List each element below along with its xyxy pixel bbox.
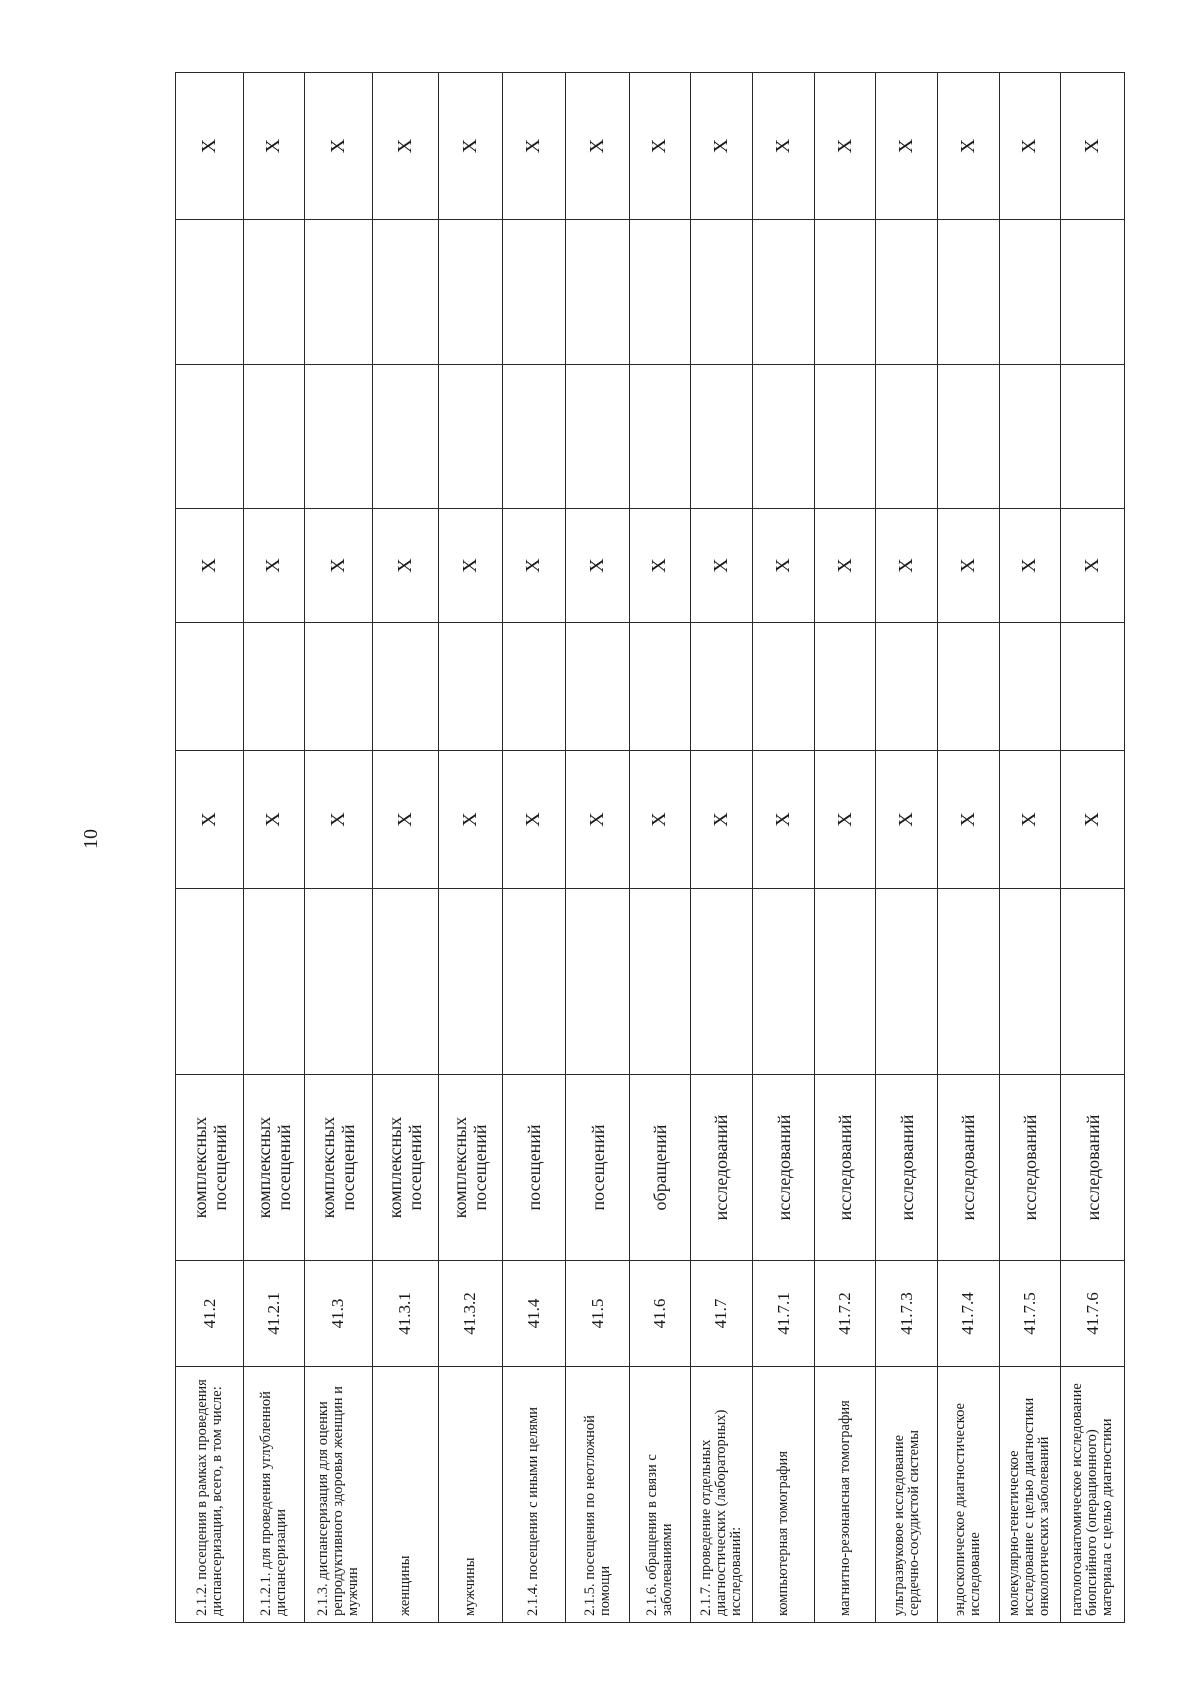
row-col8-cell bbox=[753, 365, 815, 509]
row-col4-cell bbox=[937, 889, 999, 1075]
row-col5-cell: X bbox=[876, 751, 938, 889]
row-col6-cell bbox=[876, 623, 938, 751]
row-code-cell: 41.6 bbox=[630, 1261, 690, 1367]
row-col8-cell bbox=[876, 365, 938, 509]
row-col5-cell: X bbox=[502, 751, 566, 889]
row-col7-cell: X bbox=[502, 509, 566, 623]
row-col8-cell bbox=[630, 365, 690, 509]
row-code-cell: 41.4 bbox=[502, 1261, 566, 1367]
row-col5-cell: X bbox=[372, 751, 438, 889]
row-unit-cell: обращений bbox=[630, 1075, 690, 1261]
row-col6-cell bbox=[630, 623, 690, 751]
row-col7-cell: X bbox=[630, 509, 690, 623]
row-col10-cell: X bbox=[1061, 73, 1125, 220]
row-col7-cell: X bbox=[814, 509, 876, 623]
row-col4-cell bbox=[502, 889, 566, 1075]
row-unit-cell: исследований bbox=[814, 1075, 876, 1261]
row-col6-cell bbox=[937, 623, 999, 751]
row-unit-cell: посещений bbox=[502, 1075, 566, 1261]
table-row bbox=[814, 73, 876, 1623]
row-code-cell: 41.3 bbox=[304, 1261, 372, 1367]
table-row bbox=[876, 73, 938, 1623]
row-col7-cell: X bbox=[690, 509, 753, 623]
row-unit-cell: комплексных посещений bbox=[438, 1075, 502, 1261]
row-col4-cell bbox=[630, 889, 690, 1075]
row-col8-cell bbox=[690, 365, 753, 509]
row-unit-cell: исследований bbox=[937, 1075, 999, 1261]
row-col10-cell: X bbox=[502, 73, 566, 220]
row-name-cell: женщины bbox=[372, 1367, 438, 1623]
row-col10-cell: X bbox=[937, 73, 999, 220]
table-row bbox=[690, 73, 753, 1623]
row-col9-cell bbox=[1061, 220, 1125, 365]
row-unit-cell: комплексных посещений bbox=[176, 1075, 244, 1261]
row-col8-cell bbox=[999, 365, 1061, 509]
row-unit-cell: исследований bbox=[753, 1075, 815, 1261]
row-col9-cell bbox=[753, 220, 815, 365]
row-col10-cell: X bbox=[438, 73, 502, 220]
row-col5-cell: X bbox=[244, 751, 304, 889]
row-col6-cell bbox=[372, 623, 438, 751]
row-col10-cell: X bbox=[690, 73, 753, 220]
row-col9-cell bbox=[244, 220, 304, 365]
row-col10-cell: X bbox=[372, 73, 438, 220]
table-row bbox=[753, 73, 815, 1623]
row-col8-cell bbox=[502, 365, 566, 509]
row-name-cell: 2.1.3. диспансеризация для оценки репродуктивного здоровья женщин и мужчин bbox=[304, 1367, 372, 1623]
rotated-table-frame bbox=[175, 73, 1125, 1623]
row-col8-cell bbox=[438, 365, 502, 509]
row-col5-cell: X bbox=[999, 751, 1061, 889]
row-col10-cell: X bbox=[753, 73, 815, 220]
row-code-cell: 41.2 bbox=[176, 1261, 244, 1367]
table-row bbox=[999, 73, 1061, 1623]
row-col10-cell: X bbox=[566, 73, 630, 220]
row-col4-cell bbox=[876, 889, 938, 1075]
row-name-cell: 2.1.5. посещения по неотложной помощи bbox=[566, 1367, 630, 1623]
row-col8-cell bbox=[1061, 365, 1125, 509]
row-code-cell: 41.7.4 bbox=[937, 1261, 999, 1367]
row-col5-cell: X bbox=[937, 751, 999, 889]
row-code-cell: 41.7.2 bbox=[814, 1261, 876, 1367]
row-name-cell: 2.1.2. посещения в рамках проведения диспансеризации, всего, в том числе: bbox=[176, 1367, 244, 1623]
row-col7-cell: X bbox=[372, 509, 438, 623]
row-col4-cell bbox=[176, 889, 244, 1075]
row-col7-cell: X bbox=[753, 509, 815, 623]
row-col5-cell: X bbox=[753, 751, 815, 889]
row-name-cell: 2.1.7. проведение отдельных диагностических (лабораторных) исследований: bbox=[690, 1367, 753, 1623]
row-col9-cell bbox=[937, 220, 999, 365]
row-unit-cell: исследований bbox=[999, 1075, 1061, 1261]
row-col9-cell bbox=[502, 220, 566, 365]
row-col7-cell: X bbox=[244, 509, 304, 623]
row-col4-cell bbox=[690, 889, 753, 1075]
row-code-cell: 41.5 bbox=[566, 1261, 630, 1367]
row-name-cell: 2.1.4. посещения с иными целями bbox=[502, 1367, 566, 1623]
row-code-cell: 41.3.1 bbox=[372, 1261, 438, 1367]
row-col5-cell: X bbox=[176, 751, 244, 889]
row-name-cell: патологоанатомическое исследование биопсийного (операционного) материала с целью диагностики bbox=[1061, 1367, 1125, 1623]
row-code-cell: 41.3.2 bbox=[438, 1261, 502, 1367]
row-col10-cell: X bbox=[244, 73, 304, 220]
row-col4-cell bbox=[1061, 889, 1125, 1075]
page-number: 10 bbox=[80, 829, 102, 849]
table-row bbox=[304, 73, 372, 1623]
row-col5-cell: X bbox=[1061, 751, 1125, 889]
row-col5-cell: X bbox=[630, 751, 690, 889]
row-col10-cell: X bbox=[876, 73, 938, 220]
row-code-cell: 41.2.1 bbox=[244, 1261, 304, 1367]
row-unit-cell: посещений bbox=[566, 1075, 630, 1261]
row-col8-cell bbox=[372, 365, 438, 509]
row-col9-cell bbox=[304, 220, 372, 365]
row-col9-cell bbox=[566, 220, 630, 365]
row-col9-cell bbox=[438, 220, 502, 365]
row-unit-cell: исследований bbox=[1061, 1075, 1125, 1261]
row-col4-cell bbox=[753, 889, 815, 1075]
row-col6-cell bbox=[244, 623, 304, 751]
row-col10-cell: X bbox=[630, 73, 690, 220]
row-name-cell: молекулярно-генетическое исследование с целью диагностики онкологических заболеваний bbox=[999, 1367, 1061, 1623]
row-col9-cell bbox=[176, 220, 244, 365]
row-col5-cell: X bbox=[438, 751, 502, 889]
row-col4-cell bbox=[372, 889, 438, 1075]
row-name-cell: 2.1.6. обращения в связи с заболеваниями bbox=[630, 1367, 690, 1623]
row-name-cell: ультразвуковое исследование сердечно-сосудистой системы bbox=[876, 1367, 938, 1623]
row-col7-cell: X bbox=[438, 509, 502, 623]
row-col10-cell: X bbox=[304, 73, 372, 220]
row-col7-cell: X bbox=[176, 509, 244, 623]
data-table bbox=[175, 72, 1125, 1623]
table-row bbox=[566, 73, 630, 1623]
row-col9-cell bbox=[999, 220, 1061, 365]
row-col7-cell: X bbox=[304, 509, 372, 623]
row-col4-cell bbox=[566, 889, 630, 1075]
row-col8-cell bbox=[937, 365, 999, 509]
table-row bbox=[244, 73, 304, 1623]
row-col6-cell bbox=[814, 623, 876, 751]
row-col9-cell bbox=[690, 220, 753, 365]
row-name-cell: эндоскопическое диагностическое исследование bbox=[937, 1367, 999, 1623]
row-col6-cell bbox=[304, 623, 372, 751]
row-col9-cell bbox=[814, 220, 876, 365]
row-unit-cell: комплексных посещений bbox=[372, 1075, 438, 1261]
row-col10-cell: X bbox=[999, 73, 1061, 220]
row-col6-cell bbox=[753, 623, 815, 751]
table-body bbox=[176, 73, 1125, 1623]
table-row bbox=[937, 73, 999, 1623]
table-row bbox=[630, 73, 690, 1623]
row-col9-cell bbox=[876, 220, 938, 365]
table-row bbox=[502, 73, 566, 1623]
row-col8-cell bbox=[176, 365, 244, 509]
row-col5-cell: X bbox=[566, 751, 630, 889]
row-unit-cell: комплексных посещений bbox=[244, 1075, 304, 1261]
row-unit-cell: исследований bbox=[690, 1075, 753, 1261]
row-col6-cell bbox=[1061, 623, 1125, 751]
row-col7-cell: X bbox=[937, 509, 999, 623]
row-col9-cell bbox=[372, 220, 438, 365]
row-col6-cell bbox=[502, 623, 566, 751]
row-col8-cell bbox=[814, 365, 876, 509]
row-col4-cell bbox=[438, 889, 502, 1075]
row-code-cell: 41.7.1 bbox=[753, 1261, 815, 1367]
row-col7-cell: X bbox=[999, 509, 1061, 623]
row-col5-cell: X bbox=[690, 751, 753, 889]
row-code-cell: 41.7.3 bbox=[876, 1261, 938, 1367]
row-name-cell: 2.1.2.1. для проведения углубленной диспансеризации bbox=[244, 1367, 304, 1623]
row-col9-cell bbox=[630, 220, 690, 365]
row-col4-cell bbox=[814, 889, 876, 1075]
row-col7-cell: X bbox=[1061, 509, 1125, 623]
table-row bbox=[372, 73, 438, 1623]
table-container bbox=[175, 73, 1125, 1623]
row-col6-cell bbox=[566, 623, 630, 751]
row-col10-cell: X bbox=[176, 73, 244, 220]
row-col8-cell bbox=[566, 365, 630, 509]
row-name-cell: компьютерная томография bbox=[753, 1367, 815, 1623]
row-col6-cell bbox=[999, 623, 1061, 751]
row-code-cell: 41.7.6 bbox=[1061, 1261, 1125, 1367]
row-name-cell: мужчины bbox=[438, 1367, 502, 1623]
row-col6-cell bbox=[690, 623, 753, 751]
row-unit-cell: исследований bbox=[876, 1075, 938, 1261]
row-col6-cell bbox=[176, 623, 244, 751]
row-col7-cell: X bbox=[566, 509, 630, 623]
table-row bbox=[1061, 73, 1125, 1623]
row-col5-cell: X bbox=[304, 751, 372, 889]
row-col8-cell bbox=[304, 365, 372, 509]
row-code-cell: 41.7.5 bbox=[999, 1261, 1061, 1367]
row-code-cell: 41.7 bbox=[690, 1261, 753, 1367]
row-col4-cell bbox=[304, 889, 372, 1075]
row-col4-cell bbox=[244, 889, 304, 1075]
row-col7-cell: X bbox=[876, 509, 938, 623]
row-col10-cell: X bbox=[814, 73, 876, 220]
row-col5-cell: X bbox=[814, 751, 876, 889]
row-col8-cell bbox=[244, 365, 304, 509]
table-row bbox=[438, 73, 502, 1623]
row-unit-cell: комплексных посещений bbox=[304, 1075, 372, 1261]
row-col6-cell bbox=[438, 623, 502, 751]
row-col4-cell bbox=[999, 889, 1061, 1075]
row-name-cell: магнитно-резонансная томография bbox=[814, 1367, 876, 1623]
table-row bbox=[176, 73, 244, 1623]
